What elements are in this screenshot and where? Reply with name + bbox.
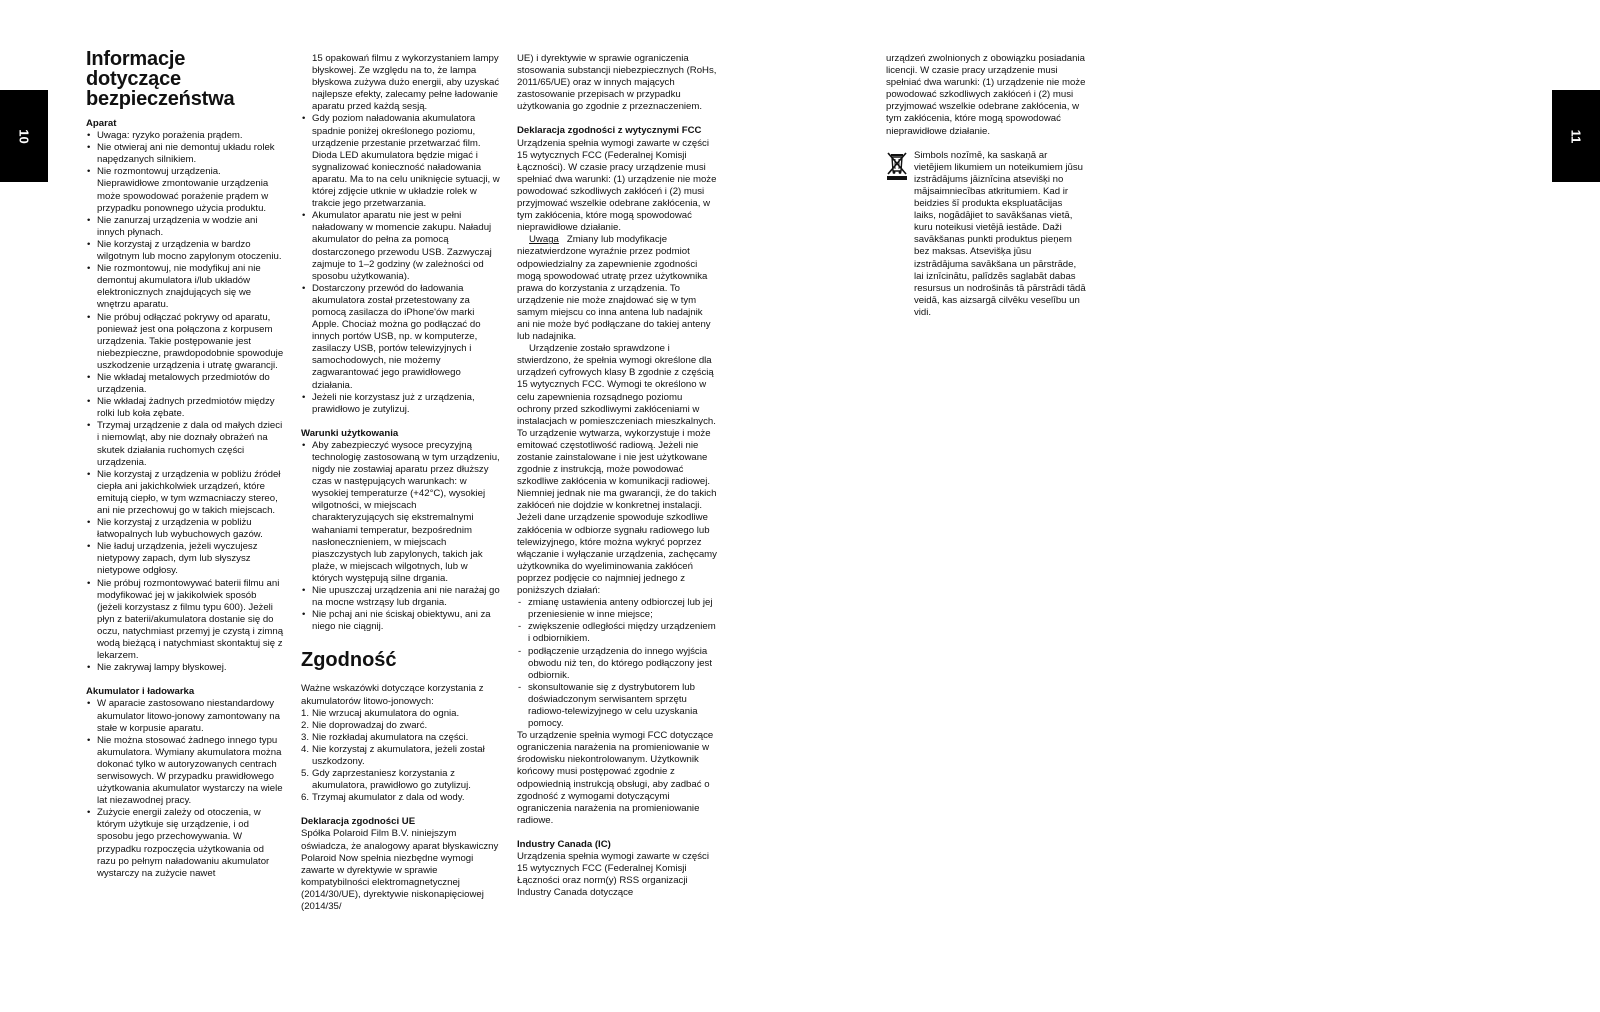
list-item: • Nie zanurzaj urządzenia w wodzie ani innych płynach.	[86, 215, 284, 239]
list-item: • Nie korzystaj z urządzenia w pobliżu źródeł ciepła ani jakichkolwiek urządzeń, które emitują ciepło, w tym wzmacniaczy stereo, ani nie przechowuj go w takich miejscach.	[86, 469, 284, 517]
ic-heading: Industry Canada (IC)	[517, 838, 611, 850]
ue-heading: Deklaracja zgodności UE	[301, 816, 416, 828]
list-item: • Trzymaj urządzenie z dala od małych dzieci i niemowląt, aby nie doznały obrażeń na skutek działania ruchomych części urządzenia.	[86, 420, 284, 468]
zgodnosc-list	[301, 708, 501, 805]
list-item: • Nie próbuj rozmontowywać baterii filmu ani modyfikować jej w jakikolwiek sposób (jeżeli korzystasz z filmu typu 600). Jeżeli płyn z baterii/akumulatora dostanie się do oczu, natychmiast przemyj je czystą i zimną wodą bieżącą i natychmiast skontaktuj się z lekarzem.	[86, 578, 284, 663]
crossed-bin-icon	[886, 151, 908, 181]
list-item: - podłączenie urządzenia do innego wyjścia obwodu niż ten, do którego podłączony jest odbiornik.	[517, 646, 717, 682]
list-item: 6. Trzymaj akumulator z dala od wody.	[301, 792, 465, 804]
ue-continued: UE) i dyrektywie w sprawie ograniczenia stosowania substancji niebezpiecznych (RoHs, 2011/65/UE) oraz w innych mających zastosowanie przepisach w przypadku użytkowania go zgodnie z przeznaczeniem.	[517, 53, 717, 113]
fcc-text: Urządzenia spełnia wymogi zawarte w części 15 wytycznych FCC (Federalnej Komisji Łączności). W czasie pracy urządzenie musi spełniać dwa warunki: (1) urządzenie nie może powodować szkodliwych zakłóceń i (2) musi przyjmować wszelkie odebrane zakłócenia, w tym zakłócenia, które mogą spowodować nieprawidłowe działanie.	[517, 137, 717, 234]
list-item: • Nie zakrywaj lampy błyskowej.	[86, 662, 284, 674]
actions-list	[517, 597, 717, 730]
column-4	[886, 53, 1086, 319]
akumulator-continued: 15 opakowań filmu z wykorzystaniem lampy błyskowej. Ze względu na to, że lampa błyskowa zużywa dużo energii, aby uzyskać najlepsze efekty, zalecamy pełne ładowanie aparatu przed każdą sesją.	[312, 53, 500, 113]
page-number-right: 11	[1568, 129, 1584, 143]
uwaga-paragraph: Uwaga Zmiany lub modyfikacje niezatwierdzone wyraźnie przez podmiot odpowiedzialny za zapewnienie zgodności mogą spowodować utratę przez użytkownika prawa do korzystania z urządzenia. To urządzenie nie może znajdować się w tym samym miejscu co inna antena lub nadajnik ani nie może być podłączane do takiej anteny lub nadajnika.	[517, 234, 711, 343]
list-item: 3. Nie rozkładaj akumulatora na części.	[301, 731, 469, 743]
akumulator-list	[86, 698, 284, 879]
column-1	[86, 49, 284, 880]
aparat-heading: Aparat	[86, 118, 117, 129]
uwaga-label: Uwaga	[529, 234, 559, 246]
page-number-tab-right	[1552, 90, 1600, 182]
list-item: • Akumulator aparatu nie jest w pełni naładowany w momencie zakupu. Naładuj akumulator do pełna za pomocą dostarczonego przewodu USB. Zazwyczaj zajmuje to 1–2 godziny (w zależności od sposobu użytkowania).	[301, 210, 501, 283]
list-item: • W aparacie zastosowano niestandardowy akumulator litowo-jonowy zamontowany na stałe w korpusie aparatu.	[86, 698, 284, 734]
zgodnosc-title: Zgodność	[301, 649, 397, 672]
warunki-heading: Warunki użytkowania	[301, 427, 399, 439]
aparat-list	[86, 130, 284, 674]
list-item: - zwiększenie odległości między urządzeniem i odbiornikiem.	[517, 621, 717, 645]
weee-text: Simbols nozīmē, ka saskaņā ar vietējiem likumiem un noteikumiem jūsu izstrādājums jāiznīcina atsevišķi no mājsaimniecības atkritumiem. Kad ir beidzies šī produkta ekspluatācijas laiks, nogādājiet to savākšanas vietā, kuru noteikusi vietējā iestāde. Daži savākšanas punkti produktus pieņem bez maksas. Atsevišķa jūsu izstrādājuma savākšana un pārstrāde, lai iznīcinātu, palīdzēs saglabāt dabas resursus un nodrošinās tā pārstrādi tādā veidā, kas aizsargā cilvēku veselību un vidi.	[914, 149, 1086, 318]
list-item: • Nie można stosować żadnego innego typu akumulatora. Wymiany akumulatora można dokonać tylko w autoryzowanych centrach serwisowych. W przypadku prawidłowego użytkowania akumulator wystarczy na wiele lat niezawodnej pracy.	[86, 735, 284, 808]
weee-notice	[886, 150, 1086, 319]
list-item: • Nie korzystaj z urządzenia w pobliżu łatwopalnych lub wybuchowych gazów.	[86, 517, 284, 541]
list-item: • Nie ładuj urządzenia, jeżeli wyczujesz nietypowy zapach, dym lub słyszysz nietypowe odgłosy.	[86, 541, 284, 577]
list-item: - skonsultowanie się z dystrybutorem lub doświadczonym serwisantem sprzętu radiowo-telewizyjnego w celu uzyskania pomocy.	[517, 682, 717, 730]
tested-text: Urządzenie zostało sprawdzone i stwierdzono, że spełnia wymogi określone dla urządzeń cyfrowych klasy B zgodnie z częścią 15 wytycznych FCC. Wymogi te określono w celu zapewnienia rozsądnego poziomu ochrony przed szkodliwymi zakłóceniami w instalacjach w pomieszczeniach mieszkalnych. To urządzenie wytwarza, wykorzystuje i może emitować częstotliwość radiową. Jeżeli nie zostanie zainstalowane i nie jest użytkowane zgodnie z instrukcją, może powodować szkodliwe zakłócenia w komunikacji radiowej. Niemniej jednak nie ma gwarancji, że do takich zakłóceń nie dojdzie w konkretnej instalacji. Jeżeli dane urządzenie spowoduje szkodliwe zakłócenia w odbiorze sygnału radiowego lub telewizyjnego, które można wykryć poprzez włączanie i wyłączanie urządzenia, zachęcamy użytkownika do wyeliminowania zakłóceń poprzez podjęcie co najmniej jednego z poniższych działań:	[517, 343, 717, 597]
list-item: • Dostarczony przewód do ładowania akumulatora został przetestowany za pomocą zasilacza do iPhone'ów marki Apple. Chociaż można go podłączać do innych portów USB, np. w komputerze, zasilaczy USB, portów telewizyjnych i samochodowych, nie możemy zagwarantować jego prawidłowego działania.	[301, 283, 501, 392]
list-item: 4. Nie korzystaj z akumulatora, jeżeli został uszkodzony.	[301, 743, 485, 767]
list-item: • Nie wkładaj żadnych przedmiotów między rolki lub koła zębate.	[86, 396, 284, 420]
list-item: • Nie otwieraj ani nie demontuj układu rolek napędzanych silnikiem.	[86, 142, 284, 166]
list-item: • Nie korzystaj z urządzenia w bardzo wilgotnym lub mocno zapylonym otoczeniu.	[86, 239, 284, 263]
ue-text: Spółka Polaroid Film B.V. niniejszym oświadcza, że analogowy aparat błyskawiczny Polaroid Now spełnia niezbędne wymogi zawarte w dyrektywie w sprawie kompatybilności elektromagnetycznej (2014/30/UE), dyrektywie niskonapięciowej (2014/35/	[301, 828, 499, 912]
list-item: • Nie rozmontowuj, nie modyfikuj ani nie demontuj akumulatora i/lub układów elektronicznych znajdujących się we wnętrzu aparatu.	[86, 263, 284, 311]
list-item: • Nie pchaj ani nie ściskaj obiektywu, ani za niego nie ciągnij.	[301, 609, 501, 633]
list-item: • Nie próbuj odłączać pokrywy od aparatu, ponieważ jest ona połączona z korpusem urządzenia. Takie postępowanie jest niebezpieczne, prawdopodobnie spowoduje uszkodzenie urządzenia i utratę gwarancji.	[86, 312, 284, 372]
list-item: • Gdy poziom naładowania akumulatora spadnie poniżej określonego poziomu, urządzenie przestanie przetwarzać film. Dioda LED akumulatora będzie migać i sygnalizować konieczność naładowania aparatu. Ma to na celu uniknięcie sytuacji, w której zdjęcie utknie w układzie rolek w trakcie jego przetwarzania.	[301, 113, 501, 210]
exposure-text: To urządzenie spełnia wymogi FCC dotyczące ograniczenia narażenia na promieniowanie w środowisku niekontrolowanym. Użytkownik końcowy musi postępować zgodnie z odpowiednią instrukcją obsługi, aby zadbać o zgodność z wymogami dotyczącymi ograniczenia narażenia na promieniowanie radiowe.	[517, 730, 714, 826]
list-item: • Nie wkładaj metalowych przedmiotów do urządzenia.	[86, 372, 284, 396]
akumulator-heading: Akumulator i ładowarka	[86, 686, 195, 698]
list-item: 5. Gdy zaprzestaniesz korzystania z akumulatora, prawidłowo go zutylizuj.	[301, 768, 471, 792]
list-item: • Nie upuszczaj urządzenia ani nie narażaj go na mocne wstrząsy lub drgania.	[301, 585, 501, 609]
page-title: Informacje dotyczące bezpieczeństwa	[86, 48, 235, 110]
list-item: 1. Nie wrzucaj akumulatora do ognia.	[301, 707, 460, 719]
ic-text: Urządzenia spełnia wymogi zawarte w części 15 wytycznych FCC (Federalnej Komisji Łączności oraz norm(y) RSS organizacji Industry Canada dotyczące	[517, 851, 709, 899]
list-item: - zmianę ustawienia anteny odbiorczej lub jej przeniesienie w inne miejsce;	[517, 597, 717, 621]
list-item: • Jeżeli nie korzystasz już z urządzenia, prawidłowo je zutylizuj.	[301, 392, 501, 416]
column-2	[301, 53, 501, 913]
fcc-heading: Deklaracja zgodności z wytycznymi FCC	[517, 125, 702, 137]
page-number-left: 10	[16, 128, 32, 144]
list-item: 2. Nie doprowadzaj do zwarć.	[301, 719, 428, 731]
ic-continued: urządzeń zwolnionych z obowiązku posiadania licencji. W czasie pracy urządzenie musi spełniać dwa warunki: (1) urządzenie nie może powodować szkodliwych zakłóceń i (2) musi przyjmować wszelkie odebrane zakłócenia, w tym zakłócenia, które mogą spowodować nieprawidłowe działanie.	[886, 53, 1086, 137]
list-item: • Uwaga: ryzyko porażenia prądem.	[86, 130, 284, 142]
warunki-list	[301, 440, 501, 634]
list-item: • Zużycie energii zależy od otoczenia, w którym użytkuje się urządzenie, i od sposobu jego przechowywania. W przypadku rozpoczęcia użytkowania od razu po pełnym naładowaniu akumulator wystarczy na zużycie nawet	[86, 807, 284, 880]
list-item: • Aby zabezpieczyć wysoce precyzyjną technologię zastosowaną w tym urządzeniu, nigdy nie zostawiaj aparatu przez dłuższy czas w następujących warunkach: w wysokiej temperaturze (+42°C), wysokiej wilgotności, w miejscach charakteryzujących się ekstremalnymi wahaniami temperatur, bezpośrednim nasłonecznieniem, w miejscach piaszczystych lub zapylonych, takich jak plaże, w miejscach wilgotnych, lub w których występują silne drgania.	[301, 440, 501, 585]
list-item: • Nie rozmontowuj urządzenia. Nieprawidłowe zmontowanie urządzenia może spowodować porażenie prądem w przypadku ponownego użycia produktu.	[86, 166, 284, 214]
column-3	[517, 53, 717, 899]
zgodnosc-intro: Ważne wskazówki dotyczące korzystania z akumulatorów litowo-jonowych:	[301, 683, 484, 707]
akumulator-list-continued	[301, 113, 501, 415]
page-number-tab-left	[0, 90, 48, 182]
